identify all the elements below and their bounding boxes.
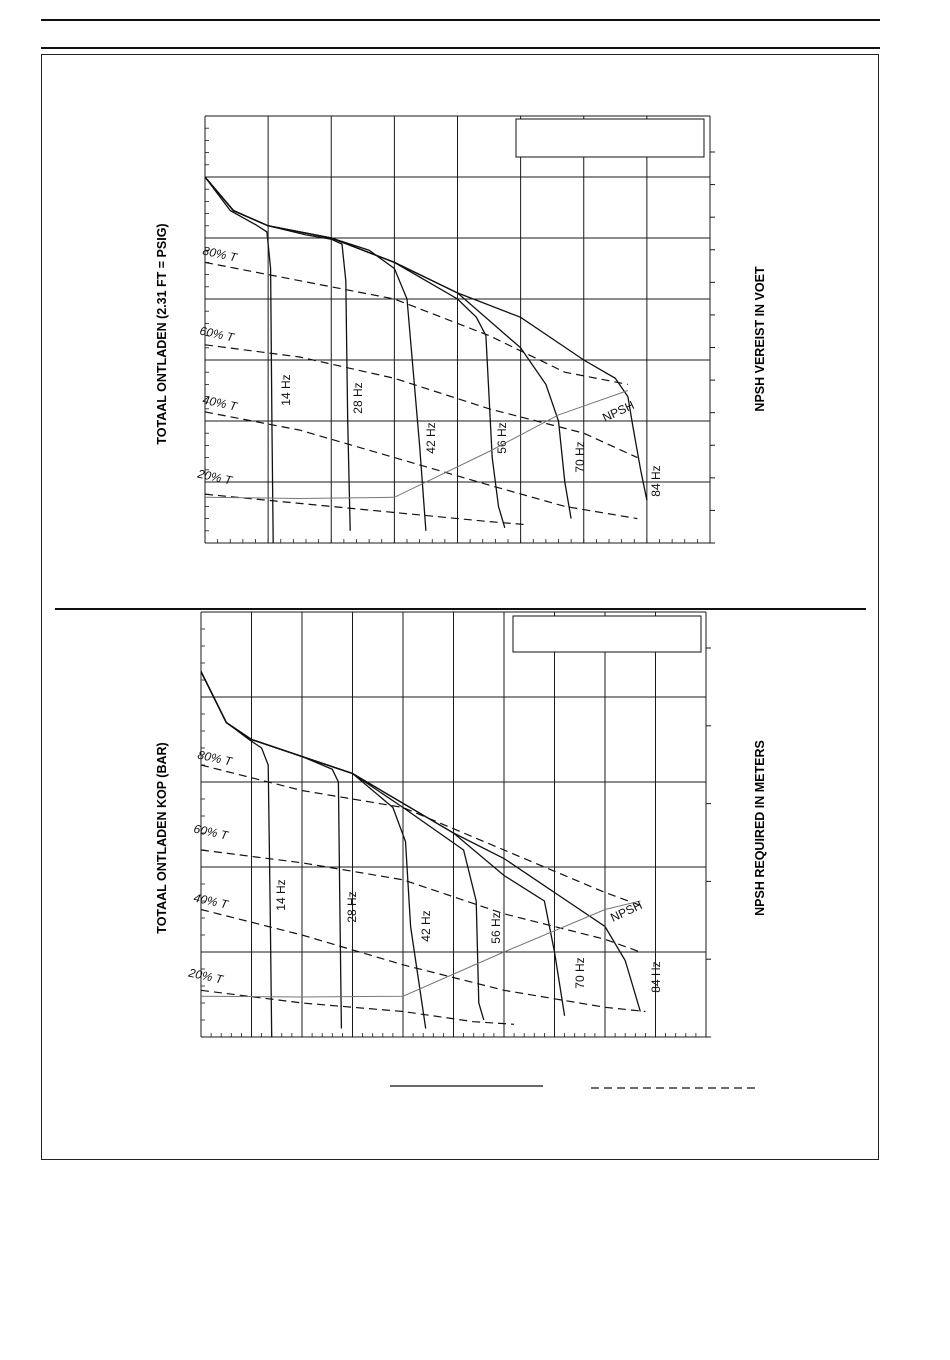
chart1-y2-axis-title: NPSH VEREIST IN VOET [753,266,767,412]
legend-box [513,616,701,652]
efficiency-curve-20 [205,494,527,525]
speed-curve-42hz [201,672,426,1029]
curve-label-60t: 60% T [198,323,236,345]
curve-label-80t: 80% T [201,243,239,265]
curve-label-40t: 40% T [201,392,239,414]
curve-label-56hz: 56 Hz [495,422,509,454]
efficiency-curve-60 [205,345,637,458]
efficiency-curve-20 [201,990,514,1024]
curve-label-56hz: 56 Hz [489,912,503,944]
curve-label-80t: 80% T [196,747,234,769]
efficiency-curve-80 [201,765,640,905]
curve-label-70hz: 70 Hz [573,441,587,473]
chart2-y2-axis-title: NPSH REQUIRED IN METERS [753,740,767,916]
curve-label-20t: 20% T [196,466,234,488]
chart-lower [186,612,711,1037]
curve-label-60t: 60% T [192,821,230,843]
speed-curve-70hz [205,177,571,519]
curve-label-42hz: 42 Hz [419,910,433,942]
chart-upper [195,116,715,543]
chart1-y-axis-title: TOTAAL ONTLADEN (2.31 FT = PSIG) [155,223,169,445]
speed-curve-70hz [201,672,565,1016]
curve-label-npsh: NPSH [600,397,637,425]
curve-label-20t: 20% T [187,965,225,987]
curve-label-npsh: NPSH [608,897,645,925]
chart2-y-axis-title: TOTAAL ONTLADEN KOP (BAR) [155,742,169,934]
curve-label-84hz: 84 Hz [649,465,663,497]
curve-label-28hz: 28 Hz [351,382,365,414]
curve-label-84hz: 84 Hz [649,961,663,993]
curve-label-14hz: 14 Hz [279,374,293,406]
speed-curve-56hz [205,177,505,528]
curve-label-42hz: 42 Hz [424,422,438,454]
speed-curve-56hz [201,672,484,1021]
curve-label-40t: 40% T [192,890,230,912]
legend-box [516,119,704,157]
curve-label-14hz: 14 Hz [274,879,288,911]
curve-label-28hz: 28 Hz [345,891,359,923]
curve-label-70hz: 70 Hz [573,957,587,989]
speed-curve-42hz [205,177,426,531]
